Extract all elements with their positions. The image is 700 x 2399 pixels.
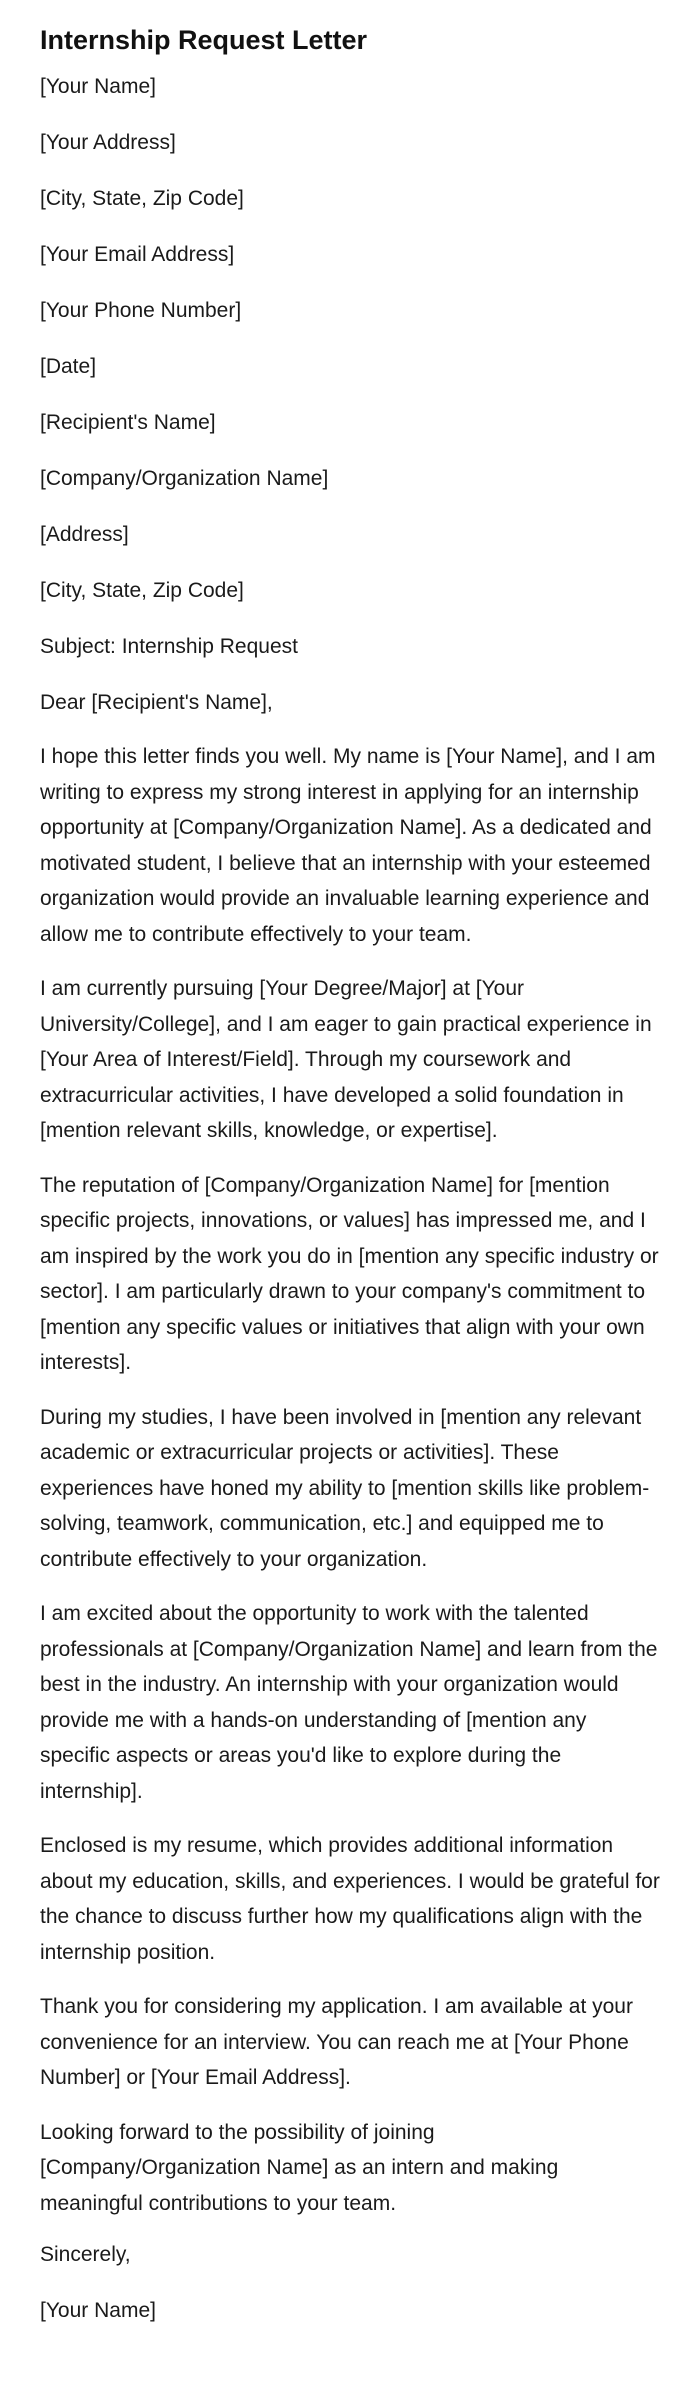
letter-title: Internship Request Letter xyxy=(40,25,368,55)
letter-date: [Date] xyxy=(40,355,97,378)
body-paragraph: During my studies, I have been involved in [mention any relevant academic or extracurricular projects or activities]. These experiences have honed my ability to [mention skills like problem-solving, teamwork, communication, etc.] and equipped me to contribute effectively to your organization. xyxy=(40,1405,650,1571)
body-paragraph: The reputation of [Company/Organization Name] for [mention specific projects, innovations, or values] has impressed me, and I am inspired by the work you do in [mention any specific industry or sector]. I am particularly drawn to your company's commitment to [mention any specific values or initiatives that align with your own interests]. xyxy=(40,1173,659,1374)
letter-subject: Subject: Internship Request xyxy=(40,635,298,658)
recipient-city-state-zip: [City, State, Zip Code] xyxy=(40,579,244,602)
letter-salutation: Dear [Recipient's Name], xyxy=(40,691,273,714)
body-paragraph: Thank you for considering my application. I am available at your convenience for an interview. You can reach me at [Your Phone Number] or [Your Email Address]. xyxy=(40,1995,633,2089)
sender-email: [Your Email Address] xyxy=(40,243,235,266)
body-paragraph: I am currently pursuing [Your Degree/Major] at [Your University/College], and I am eager to gain practical experience in [Your Area of Interest/Field]. Through my coursework and extracurricular activities, I have developed a solid foundation in [mention relevant skills, knowledge, or expertise]. xyxy=(40,977,652,1142)
sender-phone: [Your Phone Number] xyxy=(40,299,242,322)
sender-block xyxy=(40,72,660,382)
recipient-name: [Recipient's Name] xyxy=(40,411,216,434)
recipient-block xyxy=(40,408,660,606)
letter-closing: Sincerely, xyxy=(40,2243,131,2266)
sender-name: [Your Name] xyxy=(40,75,156,98)
letter-body xyxy=(40,739,660,2221)
body-paragraph: Looking forward to the possibility of joining [Company/Organization Name] as an intern and making meaningful contributions to your team. xyxy=(40,2120,559,2215)
recipient-address: [Address] xyxy=(40,523,129,546)
body-paragraph: I hope this letter finds you well. My name is [Your Name], and I am writing to express my strong interest in applying for an internship opportunity at [Company/Organization Name]. As a dedicated and motivated student, I believe that an internship with your esteemed organization would provide an invaluable learning experience and allow me to contribute effectively to your team. xyxy=(40,745,656,946)
recipient-company: [Company/Organization Name] xyxy=(40,467,329,490)
body-paragraph: I am excited about the opportunity to work with the talented professionals at [Company/Organization Name] and learn from the best in the industry. An internship with your organization would provide me with a hands-on understanding of [mention any specific aspects or areas you'd like to explore during the internship]. xyxy=(40,1602,658,1803)
letter-signature: [Your Name] xyxy=(40,2299,156,2322)
body-paragraph: Enclosed is my resume, which provides additional information about my education, skills, and experiences. I would be grateful for the chance to discuss further how my qualifications align with the internship position. xyxy=(40,1834,660,1964)
sender-address: [Your Address] xyxy=(40,131,176,154)
sender-city-state-zip: [City, State, Zip Code] xyxy=(40,187,244,210)
